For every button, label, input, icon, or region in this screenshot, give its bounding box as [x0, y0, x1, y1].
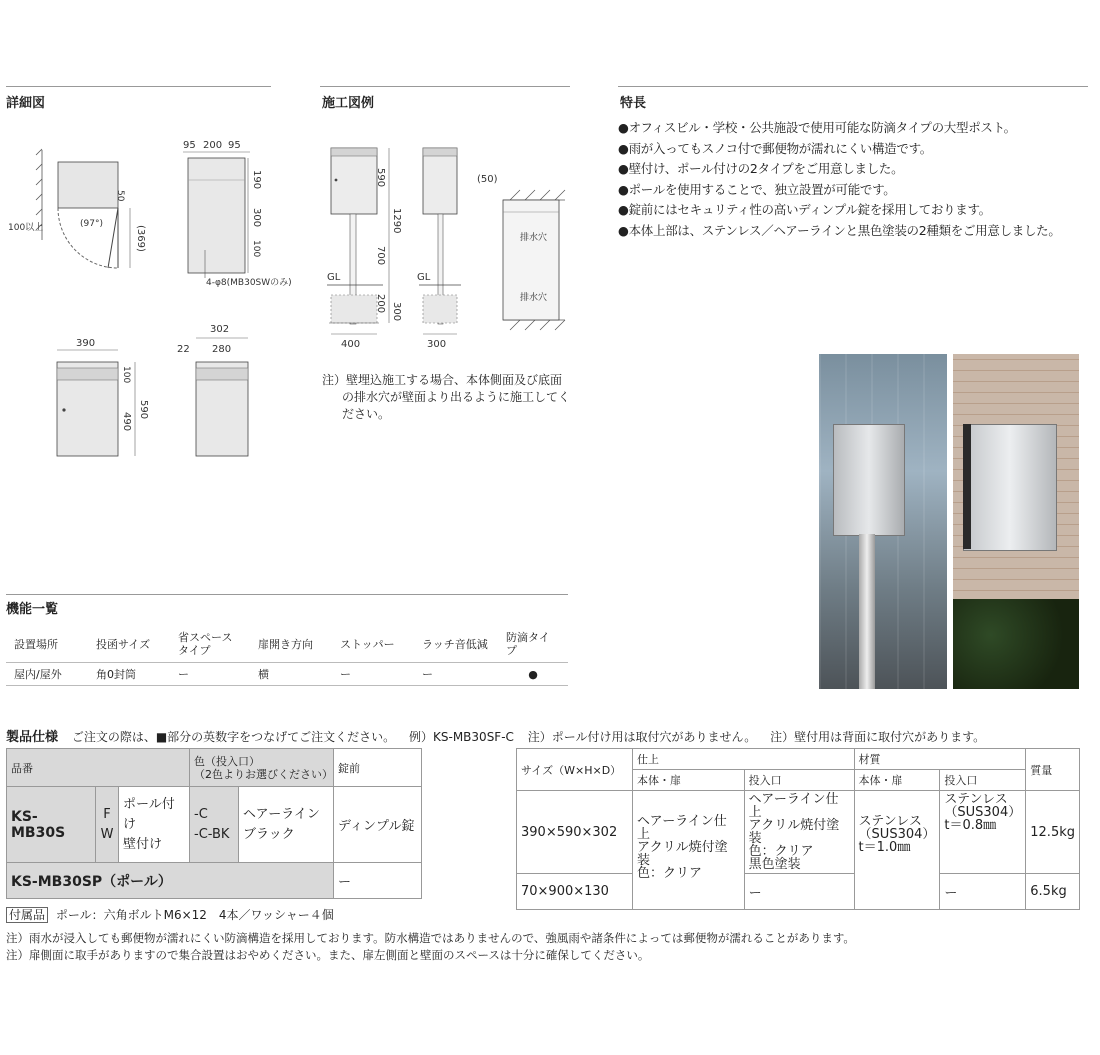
- spec-color-name: [239, 787, 334, 863]
- c-dim-1290: 1290: [391, 208, 402, 234]
- spec-note-pole: 注）ポール付け用は取付穴がありません。: [527, 730, 757, 744]
- spec-black: ブラック: [243, 826, 295, 842]
- spec-h-mat-slot: 投入口: [940, 770, 1026, 791]
- spec-mat-body: [854, 791, 940, 910]
- spec-wall: 壁付け: [123, 836, 163, 852]
- construction-note-line-3: ださい。: [342, 407, 391, 421]
- detail-drawing: [0, 130, 300, 470]
- spec-finish-slot: [744, 791, 854, 874]
- spec-mat-body-3: t＝1.0㎜: [858, 840, 911, 855]
- function-table-row: [6, 663, 568, 686]
- spec-header-line: [6, 726, 985, 745]
- dim-369: (369): [135, 225, 146, 252]
- spec-h-model: 品番: [7, 749, 190, 787]
- spec-color-code: [190, 787, 239, 863]
- spec-h-finish-body: 本体・扉: [632, 770, 744, 791]
- fv-space: ー: [170, 663, 250, 686]
- spec-lock: ディンプル錠: [334, 787, 422, 863]
- construction-note-line-2: の排水穴が壁面より出るように施工してく: [342, 390, 571, 404]
- dim-97: (97°): [80, 219, 103, 229]
- c-dim-300b: 300: [427, 339, 447, 350]
- fv-stopper: ー: [332, 663, 414, 686]
- c-dim-700: 700: [375, 246, 386, 266]
- feature-item: ●錠前にはセキュリティ性の高いディンプル錠を採用しております。: [618, 202, 991, 217]
- spec-mat-body-1: ステンレス: [858, 814, 922, 829]
- spec-model2: KS-MB30SP（ポール）: [7, 863, 334, 899]
- fh-latch: ラッチ音低減: [414, 626, 498, 663]
- wall-post-box-image: [963, 424, 1057, 551]
- dim-hole: 4-φ8(MB30SWのみ): [206, 278, 292, 288]
- feature-item: ●本体上部は、ステンレス／ヘアーラインと黒色塗装の2種類をご用意しました。: [618, 222, 1061, 238]
- c-dim-50: (50): [477, 174, 498, 185]
- pole-image: [859, 534, 875, 689]
- spec-finish-slot-3: 色：クリア: [748, 844, 814, 859]
- spec-mat-slot-2: （SUS304）: [944, 805, 1022, 820]
- dim-590: 590: [138, 400, 149, 420]
- dim-300: 300: [251, 208, 262, 228]
- construction-note-line-1: 注）壁埋込施工する場合、本体側面及び底面: [322, 373, 563, 387]
- fv-location: 屋内/屋外: [6, 663, 88, 686]
- spec-h-size: サイズ（W×H×D）: [517, 749, 633, 791]
- spec-h-lock: 錠前: [334, 749, 422, 787]
- c-dim-300: 300: [391, 302, 402, 322]
- spec-note-2: 注）扉側面に取手がありますので集合設置はおやめください。また、扉左側面と壁面のスペースは十分に確保してください。: [6, 948, 650, 962]
- spec-h-color-line1: 色（投入口）: [194, 754, 260, 768]
- accessory-line: [6, 906, 334, 923]
- section-title-function: 機能一覧: [6, 602, 59, 617]
- dim-22: 22: [177, 344, 190, 355]
- dim-95b: 95: [228, 140, 241, 151]
- spec-order-note: ご注文の際は、■部分の英数字をつなげてご注文ください。: [71, 730, 396, 744]
- construction-drawing: [315, 130, 575, 360]
- function-table-header: [6, 626, 568, 663]
- function-table: [6, 626, 568, 686]
- spec-table-right: [516, 748, 1080, 910]
- spec-pole: ポール付け: [123, 796, 175, 832]
- spec-mat-slot: [940, 791, 1026, 874]
- fh-stopper: ストッパー: [332, 626, 414, 663]
- fv-size: 角0封筒: [88, 663, 170, 686]
- feature-item: ●壁付け、ポール付けの2タイプをご用意しました。: [618, 161, 904, 176]
- spec-note-1: 注）雨水が浸入しても郵便物が濡れにくい防滴構造を採用しております。防水構造ではありませんので、強風雨や諸条件によっては郵便物が濡れることがあります。: [6, 931, 855, 945]
- spec-mat-slot-1: ステンレス: [944, 792, 1008, 807]
- spec-weight1: 12.5kg: [1026, 791, 1080, 874]
- fh-size: 投函サイズ: [88, 626, 170, 663]
- spec-finish-slot2: ー: [744, 874, 854, 910]
- photo-pole-install: [819, 354, 947, 689]
- spec-fw: [96, 787, 119, 863]
- spec-finish-body-2: アクリル焼付塗装: [636, 840, 728, 868]
- spec-w: W: [100, 826, 114, 842]
- dim-100b: 100: [121, 366, 131, 384]
- spec-mat-slot-3: t＝0.8㎜: [944, 818, 997, 833]
- feature-item: ●ポールを使用することで、独立設置が可能です。: [618, 181, 896, 197]
- feature-item: ●オフィスビル・学校・公共施設で使用可能な防滴タイプの大型ポスト。: [618, 120, 1016, 135]
- spec-size2: 70×900×130: [517, 874, 633, 910]
- dim-100up: 100以上: [8, 223, 44, 233]
- plants-image: [953, 599, 1079, 689]
- spec-notes: [6, 930, 855, 964]
- fv-door: 横: [250, 663, 332, 686]
- dim-190: 190: [251, 170, 262, 190]
- spec-cbk: -C-BK: [194, 826, 230, 842]
- section-title-features: 特長: [620, 96, 647, 111]
- spec-mount: [119, 787, 190, 863]
- spec-hairline: ヘアーライン: [243, 806, 320, 822]
- fh-space: 省スペース タイプ: [170, 626, 250, 663]
- dim-100: 100: [251, 240, 261, 258]
- section-title-detail: 詳細図: [6, 96, 46, 111]
- spec-lock2: ー: [334, 863, 422, 899]
- spec-f: F: [103, 806, 111, 822]
- dim-302: 302: [210, 324, 230, 335]
- spec-h-weight: 質量: [1026, 749, 1080, 791]
- c-dim-400: 400: [341, 339, 361, 350]
- post-box-image: [833, 424, 905, 536]
- feature-item: ●雨が入ってもスノコ付で郵便物が濡れにくい構造です。: [618, 140, 932, 156]
- dim-490: 490: [121, 412, 132, 432]
- spec-note-wall: 注）壁付用は背面に取付穴があります。: [770, 730, 986, 744]
- dim-50: 50: [115, 190, 125, 202]
- spec-h-color-line2: （2色よりお選びください）: [194, 767, 333, 781]
- dim-200: 200: [203, 140, 223, 151]
- spec-finish-body: [632, 791, 744, 910]
- spec-finish-body-3: 色：クリア: [636, 866, 702, 881]
- spec-mat-slot2: ー: [940, 874, 1026, 910]
- gl-label-2: GL: [417, 272, 431, 283]
- fh-location: 設置場所: [6, 626, 88, 663]
- dim-95a: 95: [183, 140, 196, 151]
- spec-mat-body-2: （SUS304）: [858, 827, 936, 842]
- spec-h-material: 材質: [854, 749, 1026, 770]
- spec-h-color: [190, 749, 334, 787]
- spec-table-left: [6, 748, 422, 899]
- spec-size1: 390×590×302: [517, 791, 633, 874]
- dim-390: 390: [76, 338, 96, 349]
- section-title-spec: 製品仕様: [6, 730, 59, 745]
- spec-h-finish: 仕上: [632, 749, 854, 770]
- spec-h-mat-body: 本体・扉: [854, 770, 940, 791]
- fv-drip: ●: [498, 663, 568, 686]
- spec-finish-body-1: ヘアーライン仕上: [636, 814, 727, 842]
- spec-finish-slot-2: アクリル焼付塗装: [748, 818, 840, 846]
- spec-finish-slot-4: 黒色塗装: [748, 857, 801, 872]
- fh-door: 扉開き方向: [250, 626, 332, 663]
- spec-c: -C: [194, 806, 208, 822]
- drain-label-1: 排水穴: [520, 233, 548, 243]
- section-title-construction: 施工図例: [322, 96, 375, 111]
- construction-note: [322, 372, 574, 423]
- features-list: [618, 118, 1061, 241]
- fh-drip: 防滴タイプ: [498, 626, 568, 663]
- c-dim-590: 590: [375, 168, 386, 188]
- dim-280: 280: [212, 344, 232, 355]
- accessory-label: 付属品: [6, 907, 48, 923]
- photo-wall-install: [953, 354, 1079, 689]
- accessory-text: ポール：六角ボルトM6×12 4本／ワッシャー４個: [55, 908, 334, 922]
- spec-weight2: 6.5kg: [1026, 874, 1080, 910]
- gl-label-1: GL: [327, 272, 341, 283]
- spec-example: 例）KS-MB30SF-C: [409, 730, 514, 744]
- spec-model: KS-MB30S: [7, 787, 96, 863]
- drain-label-2: 排水穴: [520, 293, 548, 303]
- spec-h-finish-slot: 投入口: [744, 770, 854, 791]
- fv-latch: ー: [414, 663, 498, 686]
- c-dim-200: 200: [375, 294, 386, 314]
- spec-finish-slot-1: ヘアーライン仕上: [748, 792, 839, 820]
